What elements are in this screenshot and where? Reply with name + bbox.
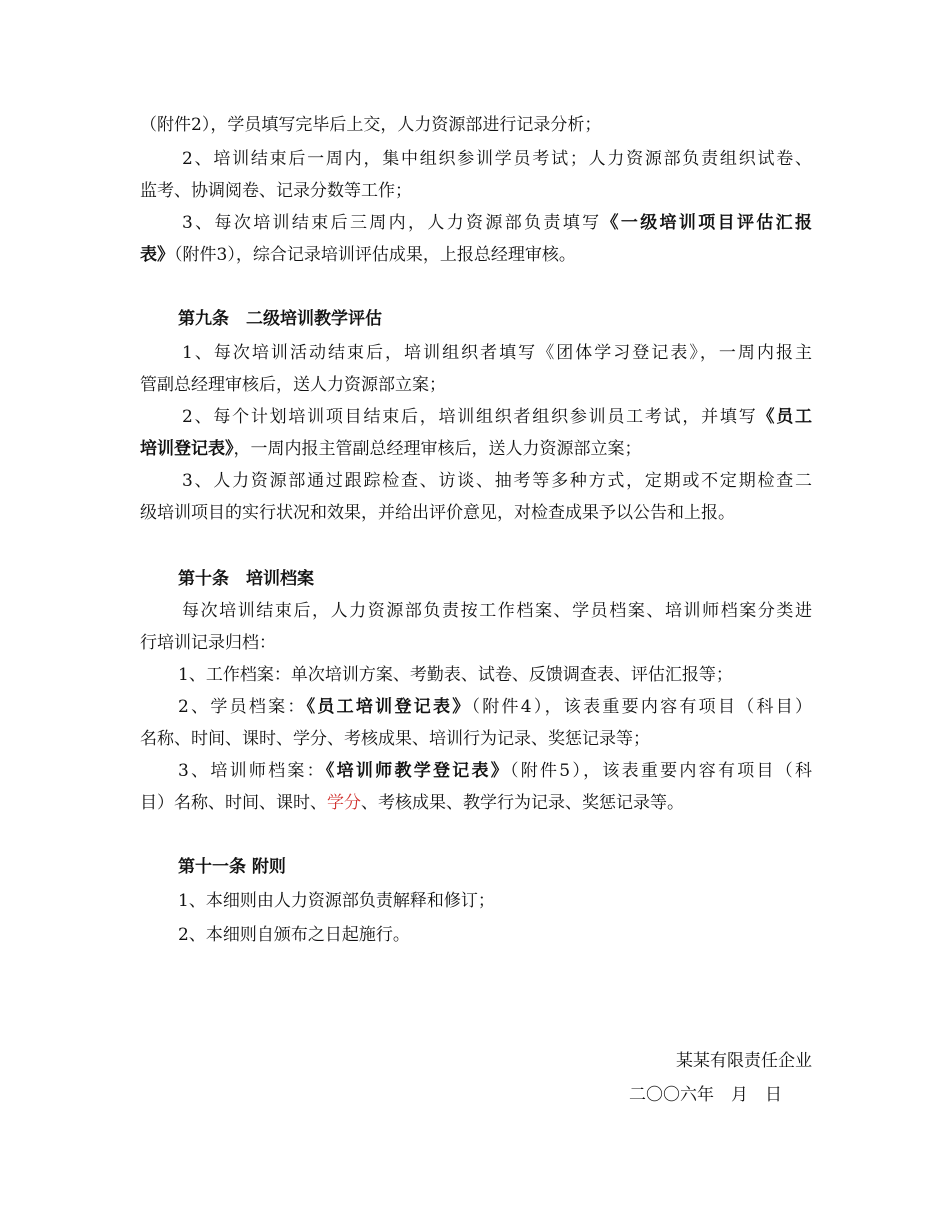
text-run: ，一周内报主管副总经理审核后，送人力资源部立案；	[233, 439, 642, 459]
paragraph-line: 2、本细则自颁布之日起施行。	[178, 925, 410, 945]
paragraph-line: 行培训记录归档：	[140, 633, 276, 653]
form-title-bold: 《员工	[757, 407, 812, 427]
text-run: 2、学员档案：	[178, 697, 307, 717]
paragraph-line: 级培训项目的实行状况和效果，并给出评价意见，对检查成果予以公告和上报。	[140, 503, 735, 523]
form-title-bold: 《一级培训项目评估汇报	[601, 213, 812, 233]
paragraph-line: 每次培训结束后，人力资源部负责按工作档案、学员档案、培训师档案分类进	[182, 601, 812, 621]
paragraph-line: （附件2），学员填写完毕后上交，人力资源部进行记录分析；	[140, 115, 602, 135]
paragraph-line	[182, 210, 812, 236]
paragraph-line: 1、工作档案：单次培训方案、考勤表、试卷、反馈调查表、评估汇报等；	[178, 665, 733, 685]
form-title-bold: 《培训师教学登记表》	[325, 761, 511, 781]
paragraph-line	[178, 758, 812, 784]
form-title-bold: 《员工培训登记表》	[306, 697, 472, 717]
form-title-bold: 表》	[140, 245, 174, 265]
paragraph-line: 管副总经理审核后，送人力资源部立案；	[140, 375, 446, 395]
paragraph-line: 名称、时间、课时、学分、考核成果、培训行为记录、奖惩记录等；	[140, 729, 650, 749]
text-run: 2、每个计划培训项目结束后，培训组织者组织参训员工考试，并填写	[182, 407, 758, 427]
form-title-bold: 培训登记表》	[140, 439, 234, 459]
paragraph-line: 2、培训结束后一周内，集中组织参训学员考试；人力资源部负责组织试卷、	[182, 149, 812, 169]
article-10-heading: 第十条 培训档案	[178, 569, 314, 589]
paragraph-line	[178, 694, 812, 720]
paragraph-line: 1、本细则由人力资源部负责解释和修订；	[178, 891, 495, 911]
paragraph-line	[140, 436, 812, 462]
paragraph-line: 3、人力资源部通过跟踪检查、访谈、抽考等多种方式，定期或不定期检查二	[182, 471, 812, 491]
company-signature: 某某有限责任企业	[676, 1051, 812, 1071]
text-run: 3、每次培训结束后三周内，人力资源部负责填写	[182, 213, 602, 233]
article-11-heading: 第十一条 附则	[178, 857, 286, 877]
text-run: （附件5），该表重要内容有项目（科	[510, 761, 812, 781]
paragraph-line	[140, 242, 812, 268]
paragraph-line	[140, 790, 812, 816]
signature-date: 二〇〇六年 月 日	[629, 1085, 782, 1105]
article-9-heading: 第九条 二级培训教学评估	[178, 309, 382, 329]
text-run: （附件4），该表重要内容有项目（科目）	[471, 697, 812, 717]
paragraph-line	[182, 404, 812, 430]
text-run: 、考核成果、教学行为记录、奖惩记录等。	[361, 793, 684, 813]
text-run: 目）名称、时间、课时、	[140, 793, 327, 813]
text-run: 3、培训师档案：	[178, 761, 326, 781]
highlighted-text: 学分	[327, 793, 361, 813]
paragraph-line: 1、每次培训活动结束后，培训组织者填写《团体学习登记表》，一周内报主	[182, 343, 812, 363]
paragraph-line: 监考、协调阅卷、记录分数等工作；	[140, 181, 412, 201]
text-run: （附件3），综合记录培训评估成果，上报总经理审核。	[174, 245, 576, 265]
